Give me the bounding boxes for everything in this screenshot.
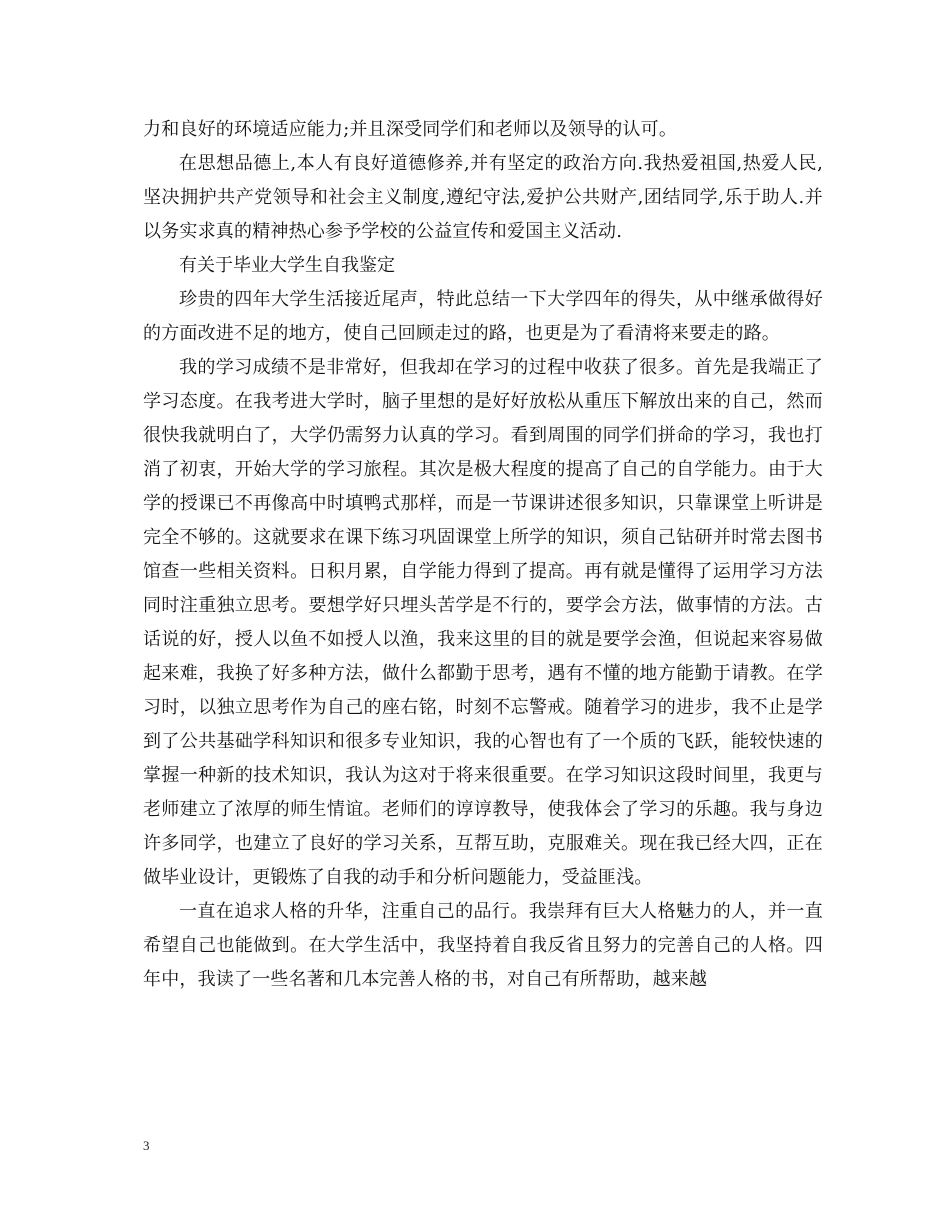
- paragraph-study: 我的学习成绩不是非常好，但我却在学习的过程中收获了很多。首先是我端正了学习态度。在我考进大学时，脑子里想的是好好放松从重压下解放出来的自己，然而很快我就明白了，大学仍需努力认真的学习。看到周围的同学们拼命的学习，我也打消了初衷，开始大学的学习旅程。其次是极大程度的提高了自己的自学能力。由于大学的授课已不再像高中时填鸭式那样，而是一节课讲述很多知识，只靠课堂上听讲是完全不够的。这就要求在课下练习巩固课堂上所学的知识，须自己钻研并时常去图书馆查一些相关资料。日积月累，自学能力得到了提高。再有就是懂得了运用学习方法同时注重独立思考。要想学好只埋头苦学是不行的，要学会方法，做事情的方法。古话说的好，授人以鱼不如授人以渔，我来这里的目的就是要学会渔，但说起来容易做起来难，我换了好多种方法，做什么都勤于思考，遇有不懂的地方能勤于请教。在学习时，以独立思考作为自己的座右铭，时刻不忘警戒。随着学习的进步，我不止是学到了公共基础学科知识和很多专业知识，我的心智也有了一个质的飞跃，能较快速的掌握一种新的技术知识，我认为这对于将来很重要。在学习知识这段时间里，我更与老师建立了浓厚的师生情谊。老师们的谆谆教导，使我体会了学习的乐趣。我与身边许多同学，也建立了良好的学习关系，互帮互助，克服难关。现在我已经大四，正在做毕业设计，更锻炼了自我的动手和分析问题能力，受益匪浅。: [143, 357, 823, 888]
- paragraph-personality: 一直在追求人格的升华，注重自己的品行。我崇拜有巨大人格魅力的人，并一直希望自己也能做到。在大学生活中，我坚持着自我反省且努力的完善自己的人格。四年中，我读了一些名著和几本完善人格的书，对自己有所帮助，越来越: [143, 901, 823, 990]
- section-heading: 有关于毕业大学生自我鉴定: [179, 255, 395, 276]
- page-number: 3: [143, 1138, 150, 1153]
- paragraph-introduction: 珍贵的四年大学生活接近尾声，特此总结一下大学四年的得失，从中继承做得好的方面改进不足的地方，使自己回顾走过的路，也更是为了看清将来要走的路。: [143, 289, 823, 344]
- paragraph-continuation: 力和良好的环境适应能力;并且深受同学们和老师以及领导的认可。: [143, 119, 678, 140]
- paragraph-moral-character: 在思想品德上,本人有良好道德修养,并有坚定的政治方向.我热爱祖国,热爱人民,坚决拥护共产党领导和社会主义制度,遵纪守法,爱护公共财产,团结同学,乐于助人.并以务实求真的精神热心参予学校的公益宣传和爱国主义活动.: [143, 153, 823, 242]
- document-body: [143, 113, 823, 997]
